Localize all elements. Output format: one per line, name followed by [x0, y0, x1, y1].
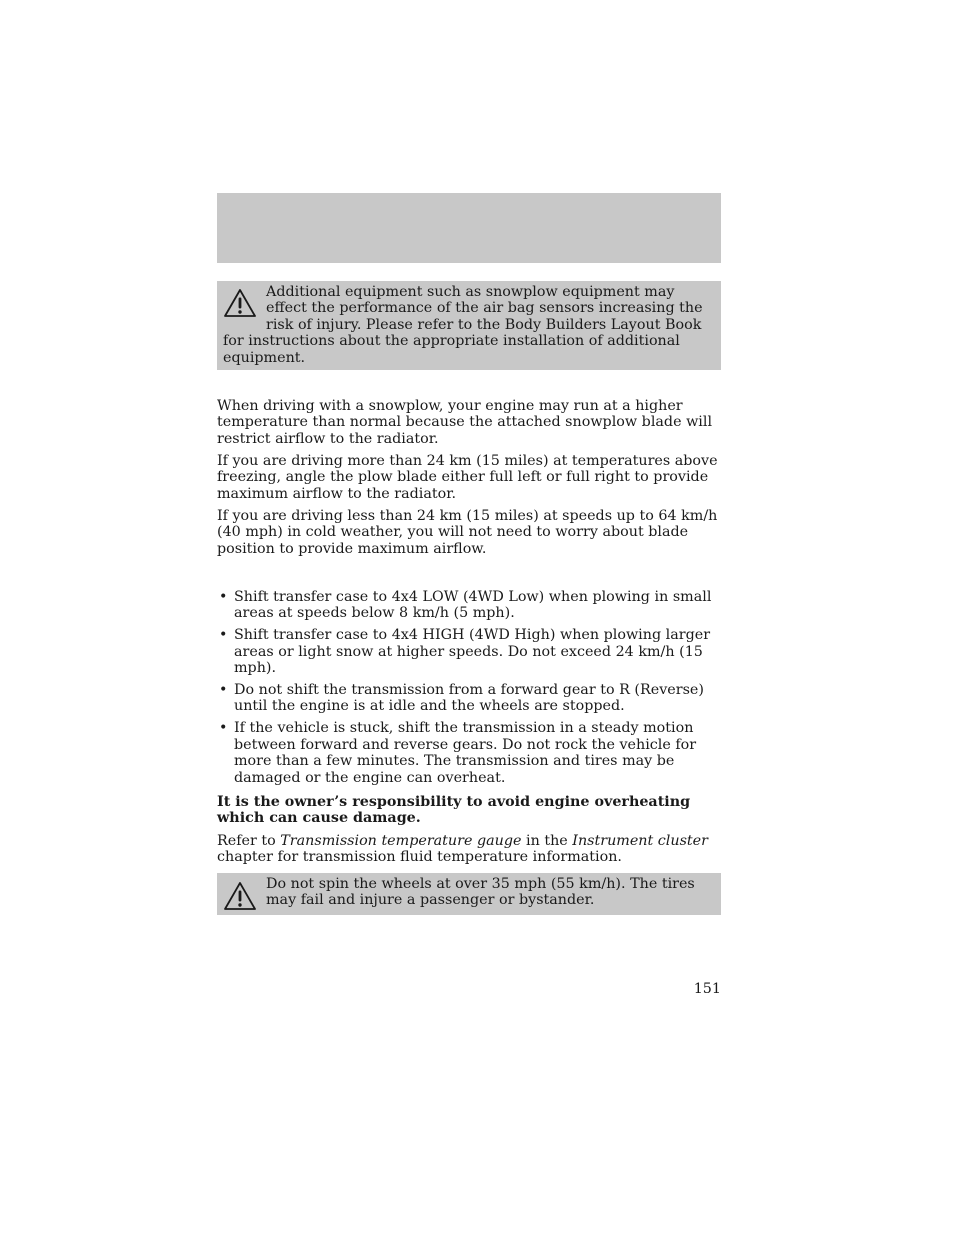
bullet-text: If the vehicle is stuck, shift the transmission in a steady motion between forward and reverse gears. Do not rock the vehicle for more than a few minutes. The transmission and tires may be damaged or the engine can overheat.	[234, 720, 697, 786]
list-item	[217, 682, 721, 715]
bullet-glyph: •	[219, 682, 228, 699]
warning-text: Do not spin the wheels at over 35 mph (55 km/h). The tires may fail and injure a passenger or bystander.	[266, 876, 695, 909]
page-number: 151	[693, 981, 721, 997]
chapter-reference: Instrument cluster	[572, 833, 708, 849]
warning-triangle-icon	[223, 881, 257, 911]
bullet-glyph: •	[219, 720, 228, 737]
refer-prefix: Refer to	[217, 833, 281, 849]
bullet-glyph: •	[219, 627, 228, 644]
warning-triangle-icon	[223, 288, 257, 318]
refer-paragraph	[217, 833, 721, 866]
bullet-list	[217, 589, 721, 791]
refer-suffix: chapter for transmission fluid temperature information.	[217, 849, 622, 866]
section-header-bar	[217, 193, 721, 263]
list-item	[217, 720, 721, 786]
bullet-text: Shift transfer case to 4x4 HIGH (4WD High) when plowing larger areas or light snow at higher speeds. Do not exceed 24 km/h (15 mph).	[234, 627, 711, 677]
paragraph: If you are driving less than 24 km (15 miles) at speeds up to 64 km/h (40 mph) in cold weather, you will not need to worry about blade position to provide maximum airflow.	[217, 508, 718, 557]
bullet-glyph: •	[219, 589, 228, 605]
warning-text: Additional equipment such as snowplow equipment may effect the performance of the air bag sensors increasing the risk of injury. Please refer to the Body Builders Layout Book for instructions about the appropriate installation of additional equipment.	[223, 284, 703, 366]
bullet-text: Do not shift the transmission from a forward gear to R (Reverse) until the engine is at idle and the wheels are stopped.	[234, 682, 704, 715]
paragraph: If you are driving more than 24 km (15 miles) at temperatures above freezing, angle the plow blade either full left or full right to provide maximum airflow to the radiator.	[217, 453, 718, 502]
gauge-reference: Transmission temperature gauge	[280, 833, 522, 849]
bullet-text: Shift transfer case to 4x4 LOW (4WD Low) when plowing in small areas at speeds below 8 km/h (5 mph).	[234, 589, 712, 622]
warning-box-wheelspin	[217, 873, 721, 915]
list-item	[217, 627, 721, 676]
responsibility-note: It is the owner’s responsibility to avoid engine overheating which can cause damage.	[217, 794, 691, 827]
warning-box-airbag	[217, 281, 721, 370]
paragraph: When driving with a snowplow, your engine may run at a higher temperature than normal because the attached snowplow blade will restrict airflow to the radiator.	[217, 398, 713, 447]
list-item	[217, 589, 721, 622]
refer-middle: in the	[521, 833, 573, 849]
